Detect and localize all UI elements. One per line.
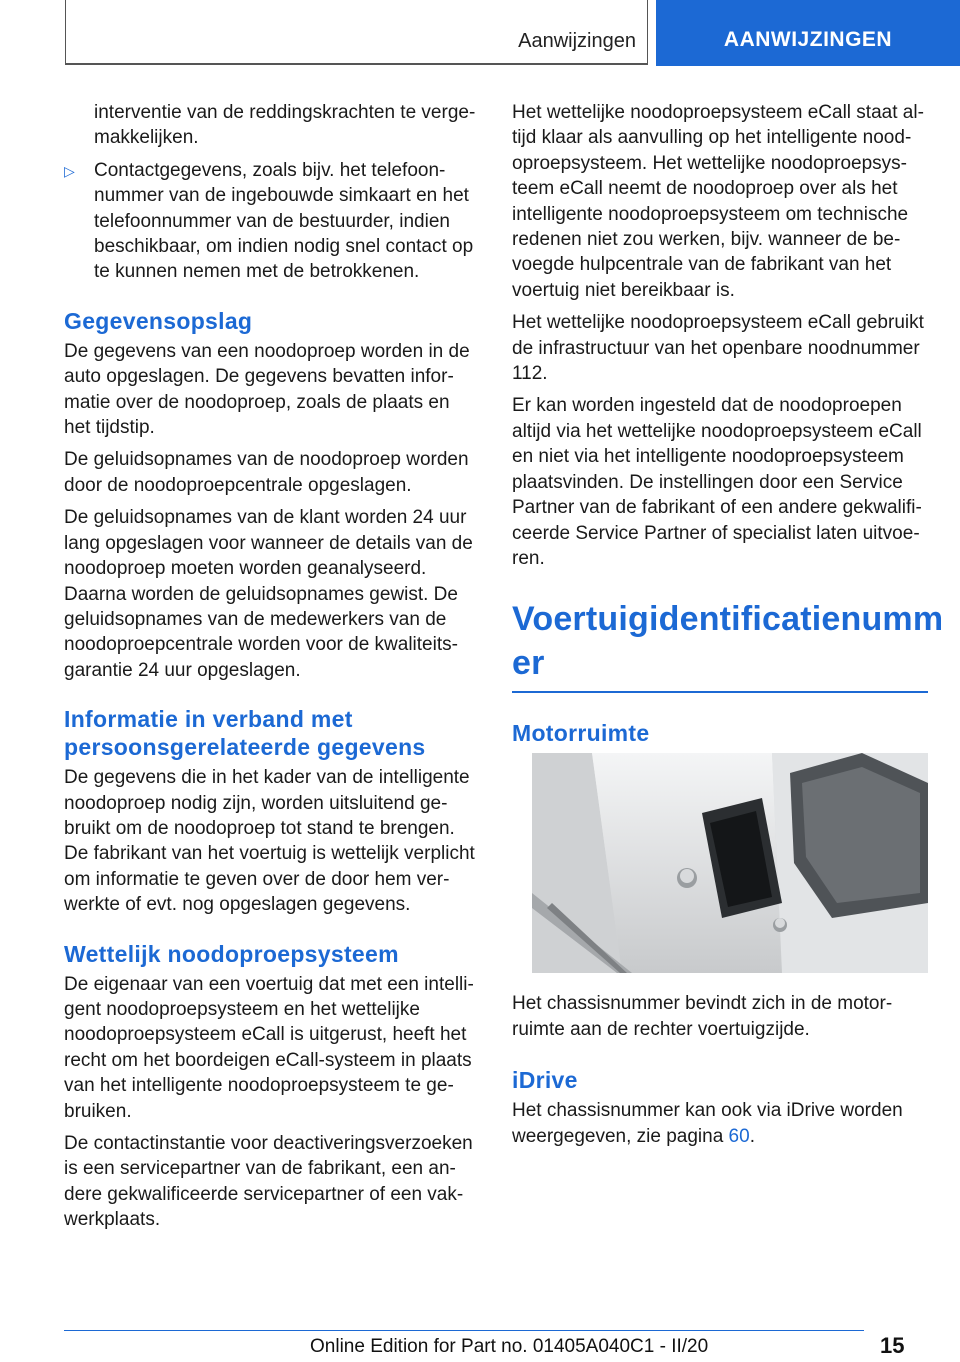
paragraph: Het wettelijke noodoproepsysteem eCall staat altijd klaar als aanvulling op het intelligente noodoproepsysteem. Het wettelijke noodoproepsysteem eCall neemt de noodoproep over als het intelligente noodoproepsysteem om technische redenen niet zou werken, bijv. wanneer de bevoegde hulpcentrale van de fabrikant van het voertuig niet bereikbaar is.	[512, 102, 924, 301]
paragraph-idrive	[512, 1098, 928, 1149]
heading-voertuigidentificatienummer	[512, 597, 944, 685]
paragraph: De contactinstantie voor deactiveringsverzoeken is een servicepartner van de fabrikant, een andere gekwalificeerde servicepartner of een vakwerkplaats.	[64, 1133, 473, 1231]
header-left-border	[65, 0, 66, 64]
right-column	[512, 100, 944, 1156]
paragraph: De geluidsopnames van de klant worden 24 uur lang opgeslagen voor wanneer de details van de noodoproep moeten worden geanalyseerd. Daarna worden de geluidsopnames gewist. De geluidsopnames van de medewerkers van de noodoproepcentrale worden voor de kwaliteitsgarantie 24 uur opgeslagen.	[64, 507, 473, 681]
paragraph: De gegevens van een noodoproep worden in de auto opgeslagen. De gegevens bevatten informatie over de noodoproep, zoals de plaats en het tijdstip.	[64, 340, 470, 439]
paragraph-text: Het chassisnummer kan ook via iDrive worden weergegeven, zie pagina	[512, 1100, 903, 1147]
paragraph: Er kan worden ingesteld dat de noodoproepen altijd via het wettelijke noodoproepsysteem eCall en niet via het intelligente noodoproepsysteem plaatsvinden. De instellingen door een Service Partner van de fabrikant of een andere gekwalificeerde Service Partner of specialist laten uitvoeren.	[512, 395, 922, 569]
footer-rule	[64, 1330, 864, 1331]
heading-rule	[512, 691, 928, 693]
heading-gegevensopslag: Gegevensopslag	[64, 307, 253, 334]
paragraph: interventie van de reddingskrachten te vergemakkelijken.	[94, 102, 476, 149]
heading-wettelijk: Wettelijk noodoproepsysteem	[64, 940, 399, 967]
header-right-border	[647, 0, 648, 64]
paragraph: De gegevens die in het kader van de intelligente noodoproep nodig zijn, worden uitsluitend gebruikt om de noodoproep tot stand te brengen. De fabrikant van het voertuig is wettelijk verplicht om informatie te geven over de door hem verwerkte of evt. nog opgeslagen gegevens.	[64, 767, 475, 916]
list-item	[64, 158, 478, 285]
header-section-title: Aanwijzingen	[518, 30, 636, 52]
heading-line-2: er	[512, 644, 545, 683]
header-chapter-tab[interactable]: AANWIJZINGEN	[656, 0, 960, 66]
left-column	[64, 100, 478, 1240]
page-reference-link[interactable]: 60	[728, 1125, 750, 1147]
triangle-right-outline-icon: ▷	[64, 162, 75, 179]
paragraph: De geluidsopnames van de noodoproep worden door de noodoproepcentrale opgeslagen.	[64, 449, 469, 496]
heading-informatie: Informatie in verband met persoonsgerelateerde gegevens	[64, 706, 426, 761]
paragraph: Het wettelijke noodoproepsysteem eCall gebruikt de infrastructuur van het openbare noodnummer 112.	[512, 312, 924, 385]
header-bottom-border	[65, 63, 648, 65]
heading-line-1: Voertuigidentificatienumm	[512, 600, 944, 639]
heading-idrive: iDrive	[512, 1067, 578, 1094]
footer-edition: Online Edition for Part no. 01405A040C1 - II/20	[310, 1336, 709, 1357]
engine-bay-photo	[532, 753, 928, 973]
paragraph: Het chassisnummer bevindt zich in de motorruimte aan de rechter voertuigzijde.	[512, 993, 893, 1040]
page-number: 15	[880, 1333, 905, 1358]
paragraph: De eigenaar van een voertuig dat met een intelligent noodoproepsysteem en het wettelijke noodoproepsysteem eCall is uitgerust, heeft het recht om het boordeigen eCall-systeem in plaats van het intelligente noodoproepsysteem te gebruiken.	[64, 973, 474, 1122]
paragraph-end: .	[749, 1125, 755, 1147]
list-item-text: Contactgegevens, zoals bijv. het telefoonnummer van de ingebouwde simkaart en het telefoonnummer van de bestuurder, indien beschikbaar, om indien nodig snel contact op te kunnen nemen met de betrokkenen.	[94, 159, 474, 283]
heading-motorruimte: Motorruimte	[512, 720, 650, 747]
